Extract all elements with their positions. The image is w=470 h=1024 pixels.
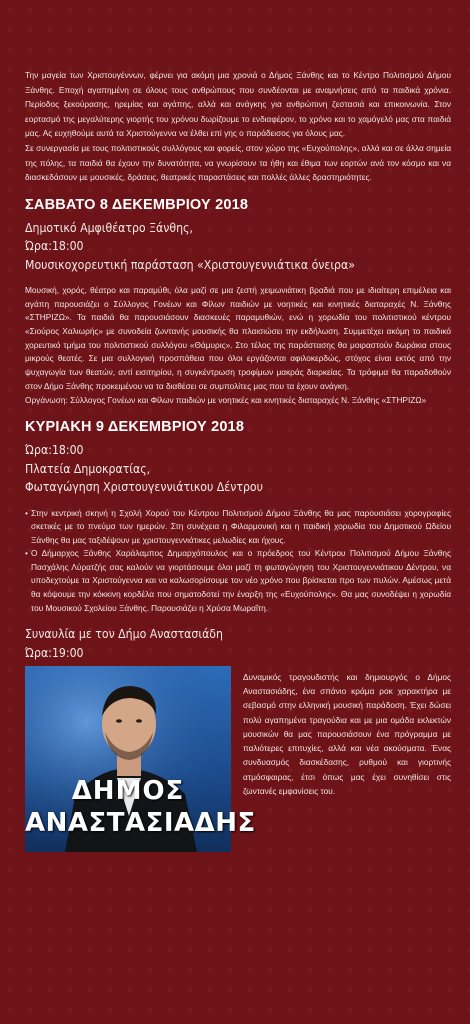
sunday-section xyxy=(25,419,451,615)
concert-section xyxy=(25,625,451,852)
saturday-heading: ΣΑΒΒΑΤΟ 8 ΔΕΚΕΜΒΡΙΟΥ 2018 xyxy=(25,196,249,213)
concert-title: Συναυλία με τον Δήμο Αναστασιάδη xyxy=(25,627,223,642)
saturday-organizer: Οργάνωση: Σύλλογος Γονέων και Φίλων παιδιών με νοητικές και κινητικές διαταραχές Ν. Ξάνθης «ΣΤΗΡΙΖΩ» xyxy=(25,394,427,405)
sunday-info xyxy=(25,441,451,496)
poster-first-name: ΔΗΜΟΣ xyxy=(71,776,185,807)
saturday-time: Ώρα:18:00 xyxy=(25,239,84,254)
poster-last-name: ΑΝΑΣΤΑΣΙΑΔΗΣ xyxy=(25,808,256,839)
concert-time: Ώρα:19:00 xyxy=(25,645,84,660)
saturday-section xyxy=(25,197,451,408)
sunday-bullet: • Ο Δήμαρχος Ξάνθης Χαράλαμπος Δημαρχόπουλος και ο πρόεδρος του Κέντρου Πολιτισμού Δήμου Ξάνθης Πασχάλης Λύρατζής σας καλούν να γιορτάσουμε όλοι μαζί τη φωταγώγηση του Χριστουγεννιάτικου Δέντρου, να υποδεχτούμε τα Χριστούγεννα και να καλωσορίσουμε τον νέο χρόνο που βρίσκεται προ των πυλών. Αμέσως μετά θα κόψουμε την κόκκινη κορδέλα που σηματοδοτεί την έναρξη της «Ευχούπολης». Θα μας συνοδέψει η χορωδία του Μουσικού Σχολείου Ξάνθης. Παρουσιάζει η Χρύσα Μωραΐτη. xyxy=(25,547,451,615)
intro-paragraph-2: Σε συνεργασία με τους πολιτιστικούς συλλόγους και φορείς, στον χώρο της «Ευχούπολης», αλλά και σε άλλα σημεία της πόλης, τα παιδιά θα έχουν την δυνατότητα, να γνωρίσουν τα ήθη και έθιμα των εορτών ανά τον κόσμο και να διασκεδάσουν με μουσικές, δράσεις, θεατρικές παραστάσεις και πολλές άλλες δραστηριότητες. xyxy=(25,142,451,183)
sunday-time: Ώρα:18:00 xyxy=(25,443,84,458)
sunday-heading: ΚΥΡΙΑΚΗ 9 ΔΕΚΕΜΒΡΙΟΥ 2018 xyxy=(25,419,245,436)
sunday-venue: Πλατεία Δημοκρατίας, xyxy=(25,461,151,476)
sunday-bullet: • Στην κεντρική σκηνή η Σχολή Χορού του Κέντρου Πολιτισμού Δήμου Ξάνθης θα μας παρουσιάσει χορογραφίες σκετικές με το πνεύμα των ημερών. Στη συνέχεια η Φιλαρμονική και η παιδική χορωδία του Δημοτικού Ωδείου Ξάνθης θα μας ταξιδέψουν με χριστουγεννιάτικες μελωδίες και ήχους. xyxy=(25,507,451,548)
sunday-event: Φωταγώγηση Χριστουγεννιάτικου Δέντρου xyxy=(25,480,263,495)
saturday-event: Μουσικοχορευτική παράσταση «Χριστουγεννιάτικα όνειρα» xyxy=(25,257,355,272)
event-program xyxy=(25,68,451,852)
intro-paragraph-1: Την μαγεία των Χριστουγέννων, φέρνει για ακόμη μια χρονιά ο Δήμος Ξάνθης και το Κέντρο Πολιτισμού Δήμου Ξάνθης. Εποχή αγαπημένη σε όλους τους ανθρώπους που συνδέονται με αναμνήσεις από τα παιδικά χρόνια. Περίοδος ξεκούρασης, ηρεμίας και αγάπης, αλλά και ανάγκης για ανθρώπινη ζεστασιά και επικοινωνία. Στον εορτασμό της μεγαλύτερης γιορτής του χρόνου δωρίζουμε το ενδιαφέρον, το χρόνο και το χαμόγελό μας στα παιδιά μας. Ας ευχηθούμε αυτά τα Χριστούγεννα να έλθει επί γης ο παράδεισος για όλους μας. xyxy=(25,70,451,139)
sunday-bullets xyxy=(25,507,451,616)
concert-description: Δυναμικός τραγουδιστής και δημιουργός ο Δήμος Αναστασιάδης, ένα σπάνιο κράμα ροκ χαρακτήρα με σεβασμό στην ελληνική μουσική παράδοση. Έχει δώσει πολύ αγαπημένα τραγούδια και με μια ομάδα εκλεκτών μουσικών θα μας παρουσιάσουν ένα πρόγραμμα με παλιότερες επιτυχίες, αλλά και νέα ακούσματα. Ένας συνδυασμός διασκέδασης, ρυθμού και γιορτινής ατμόσφαιρας, έτσι όπως μας έχει συνηθίσει στις ζωντανές εμφανίσεις του. xyxy=(243,672,451,796)
artist-poster xyxy=(25,666,256,852)
concert-row xyxy=(25,666,451,852)
saturday-description: Μουσική, χορός, θέατρο και παραμύθι, όλα μαζί σε μια ζεστή χειμωνιάτικη βραδιά που με ιδιαίτερη επιμέλεια και αγάπη παρουσιάζει ο Σύλλογος Γονέων και Φίλων παιδιών με νοητικές και κινητικές διαταραχές Ν. Ξάνθης «ΣΤΗΡΙΖΩ». Τα παιδιά θα παρουσιάσουν διασκευές παραμυθιών, ενώ η χορωδία του πολιτιστικού κέντρου «Σιούρος Χαλιωρής» με συνοδεία ζωντανής μουσικής θα πλαισιώσει την εκδήλωση. Συμμετέχει ακόμη το παιδικό χορευτικό τμήμα του πολιτιστικού συλλόγου «Θάμυρις». Στο τέλος της παράστασης θα μοιραστούν δωράκια στους μικρούς θεατές. Σε μια συλλογική προσπάθεια που όλοι εργάζονται αφιλοκερδώς, στόχος είναι εκτός από την ψυχαγωγία των θεατών, αντί εισιτηρίου, η συγκέντρωση τροφίμων μακράς διαρκείας. Τα τρόφιμα θα παραδοθούν στον Δήμο Ξάνθης προκειμένου να τα διαθέσει σε συμπολίτες μας που τα έχουν ανάγκη. xyxy=(25,284,451,391)
saturday-info xyxy=(25,219,451,274)
saturday-venue: Δημοτικό Αμφιθέατρο Ξάνθης, xyxy=(25,220,193,235)
